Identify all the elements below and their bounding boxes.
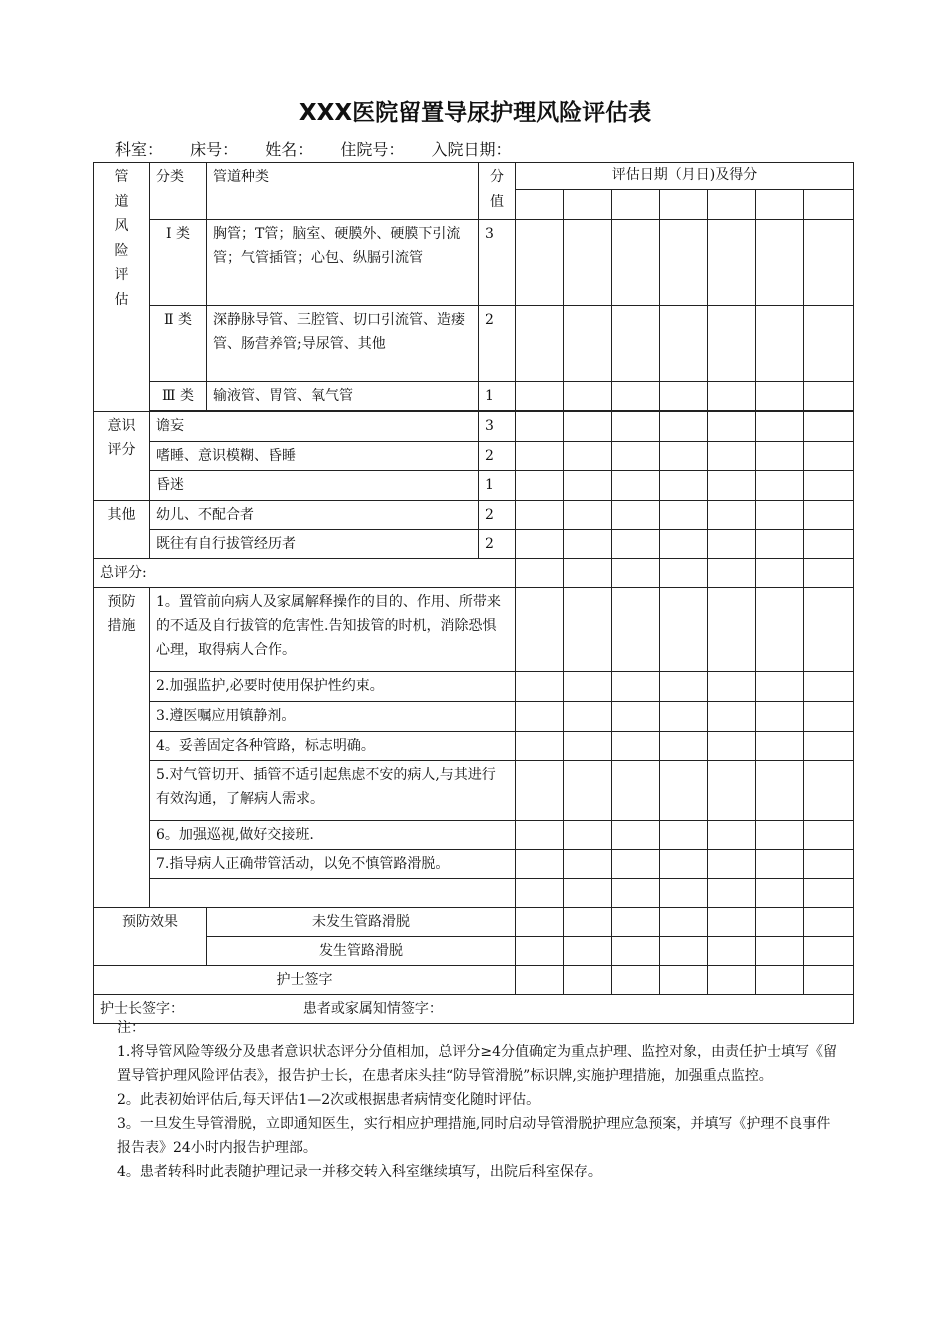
score-cell[interactable] xyxy=(564,530,612,559)
check-cell[interactable] xyxy=(612,732,660,761)
check-cell[interactable] xyxy=(516,879,564,908)
score-cell[interactable] xyxy=(612,306,660,382)
prevention-item: 3.遵医嘱应用镇静剂。 xyxy=(150,702,516,732)
check-cell[interactable] xyxy=(516,761,564,821)
bed-field[interactable]: 床号： xyxy=(190,140,239,159)
effect-cell[interactable] xyxy=(756,937,804,966)
note-item: 2。此表初始评估后,每天评估1—2次或根据患者病情变化随时评估。 xyxy=(117,1092,541,1108)
note-item: 4。患者转科时此表随护理记录一并移交转入科室继续填写，出院后科室保存。 xyxy=(117,1164,602,1180)
total-cell[interactable] xyxy=(660,559,708,588)
check-cell[interactable] xyxy=(564,821,612,850)
signature-cell[interactable] xyxy=(564,966,612,995)
check-cell[interactable] xyxy=(612,702,660,732)
signature-cell[interactable] xyxy=(612,966,660,995)
score-cell[interactable] xyxy=(756,306,804,382)
check-cell[interactable] xyxy=(804,702,854,732)
note-item: 1.将导管风险等级分及患者意识状态评分分值相加，总评分≥4分值确定为重点护理、监控对象，由责任护士填写《留置导管护理风险评估表》，报告护士长，在患者床头挂“防导管滑脱”标识牌,实施护理措施，加强重点监控。 xyxy=(117,1044,837,1084)
prevention-item: 6。加强巡视,做好交接班. xyxy=(150,821,516,850)
effect-cell[interactable] xyxy=(708,908,756,937)
signature-cell[interactable] xyxy=(516,966,564,995)
total-cell[interactable] xyxy=(564,559,612,588)
other-score: 2 xyxy=(479,501,516,530)
eval-date-cell[interactable] xyxy=(564,190,612,220)
effect-cell[interactable] xyxy=(516,908,564,937)
check-cell[interactable] xyxy=(756,702,804,732)
check-cell[interactable] xyxy=(516,588,564,672)
effect-option: 未发生管路滑脱 xyxy=(207,908,516,937)
eval-date-cell[interactable] xyxy=(708,190,756,220)
score-cell[interactable] xyxy=(756,501,804,530)
score-cell[interactable] xyxy=(804,412,854,442)
patient-info-line xyxy=(115,137,533,160)
consciousness-label: 嗜睡、意识模糊、昏睡 xyxy=(150,442,479,471)
admit-date-field[interactable]: 入院日期： xyxy=(431,140,512,159)
check-cell[interactable] xyxy=(708,821,756,850)
check-cell[interactable] xyxy=(564,588,612,672)
assessment-table xyxy=(93,162,854,1024)
check-cell[interactable] xyxy=(756,850,804,879)
check-cell[interactable] xyxy=(756,761,804,821)
score-cell[interactable] xyxy=(708,442,756,471)
score-cell[interactable] xyxy=(756,530,804,559)
family-signature-field[interactable]: 患者或家属知情签字： xyxy=(302,1001,443,1017)
section-prevention: 预防措施 xyxy=(94,588,150,908)
score-cell[interactable] xyxy=(804,471,854,501)
check-cell[interactable] xyxy=(564,761,612,821)
check-cell[interactable] xyxy=(660,702,708,732)
section-other: 其他 xyxy=(94,501,150,559)
score-cell[interactable] xyxy=(708,220,756,306)
score-cell[interactable] xyxy=(612,382,660,411)
score-cell[interactable] xyxy=(612,442,660,471)
form-title: XXX医院留置导尿护理风险评估表 xyxy=(298,100,652,126)
check-cell[interactable] xyxy=(804,732,854,761)
check-cell[interactable] xyxy=(804,879,854,908)
other-score: 2 xyxy=(479,530,516,559)
score-cell[interactable] xyxy=(516,306,564,382)
score-cell[interactable] xyxy=(660,530,708,559)
effect-cell[interactable] xyxy=(804,937,854,966)
score-cell[interactable] xyxy=(612,412,660,442)
check-cell[interactable] xyxy=(804,672,854,702)
effect-cell[interactable] xyxy=(564,937,612,966)
note-item: 3。一旦发生导管滑脱，立即通知医生，实行相应护理措施,同时启动导管滑脱护理应急预案，并填写《护理不良事件报告表》24小时内报告护理部。 xyxy=(117,1116,831,1156)
score-cell[interactable] xyxy=(756,442,804,471)
score-cell[interactable] xyxy=(612,471,660,501)
check-cell[interactable] xyxy=(612,761,660,821)
notes-section xyxy=(117,1016,837,1184)
col-eval-header: 评估日期（月日)及得分 xyxy=(516,163,854,190)
score-cell[interactable] xyxy=(612,501,660,530)
dept-field[interactable]: 科室： xyxy=(115,140,164,159)
effect-cell[interactable] xyxy=(612,908,660,937)
section-tube-risk: 管道风险评估 xyxy=(94,163,150,412)
score-cell[interactable] xyxy=(564,442,612,471)
eval-date-cell[interactable] xyxy=(804,190,854,220)
total-cell[interactable] xyxy=(804,559,854,588)
score-cell[interactable] xyxy=(708,471,756,501)
check-cell[interactable] xyxy=(708,732,756,761)
check-cell[interactable] xyxy=(708,761,756,821)
check-cell[interactable] xyxy=(660,879,708,908)
check-cell[interactable] xyxy=(612,588,660,672)
eval-date-cell[interactable] xyxy=(612,190,660,220)
score-cell[interactable] xyxy=(756,471,804,501)
check-cell[interactable] xyxy=(804,761,854,821)
score-cell[interactable] xyxy=(708,306,756,382)
effect-cell[interactable] xyxy=(804,908,854,937)
score-cell[interactable] xyxy=(564,306,612,382)
total-cell[interactable] xyxy=(708,559,756,588)
effect-cell[interactable] xyxy=(708,937,756,966)
signature-cell[interactable] xyxy=(660,966,708,995)
hospital-no-field[interactable]: 住院号： xyxy=(340,140,405,159)
check-cell[interactable] xyxy=(804,588,854,672)
score-cell[interactable] xyxy=(612,530,660,559)
score-cell[interactable] xyxy=(516,220,564,306)
check-cell[interactable] xyxy=(564,879,612,908)
tube-types: 胸管；T管；脑室、硬膜外、硬膜下引流管；气管插管；心包、纵膈引流管 xyxy=(207,220,479,306)
check-cell[interactable] xyxy=(612,821,660,850)
score-cell[interactable] xyxy=(660,306,708,382)
score-cell[interactable] xyxy=(804,442,854,471)
total-cell[interactable] xyxy=(516,559,564,588)
effect-option: 发生管路滑脱 xyxy=(207,937,516,966)
check-cell[interactable] xyxy=(564,850,612,879)
check-cell[interactable] xyxy=(756,732,804,761)
score-cell[interactable] xyxy=(516,530,564,559)
name-field[interactable]: 姓名： xyxy=(265,140,314,159)
effect-cell[interactable] xyxy=(660,937,708,966)
check-cell[interactable] xyxy=(708,672,756,702)
check-cell[interactable] xyxy=(708,879,756,908)
check-cell[interactable] xyxy=(804,850,854,879)
consciousness-label: 谵妄 xyxy=(150,412,479,442)
head-nurse-signature-field[interactable]: 护士长签字： xyxy=(100,1001,184,1017)
tube-category: Ⅱ 类 xyxy=(150,306,207,382)
score-cell[interactable] xyxy=(708,382,756,411)
check-cell[interactable] xyxy=(660,588,708,672)
check-cell[interactable] xyxy=(516,850,564,879)
check-cell[interactable] xyxy=(516,702,564,732)
check-cell[interactable] xyxy=(804,821,854,850)
other-label: 幼儿、不配合者 xyxy=(150,501,479,530)
score-cell[interactable] xyxy=(660,412,708,442)
effect-cell[interactable] xyxy=(756,908,804,937)
score-cell[interactable] xyxy=(804,501,854,530)
check-cell[interactable] xyxy=(708,588,756,672)
score-cell[interactable] xyxy=(756,382,804,411)
eval-date-cell[interactable] xyxy=(660,190,708,220)
tube-category: Ⅲ 类 xyxy=(150,382,207,411)
section-consciousness: 意识评分 xyxy=(94,412,150,501)
score-cell[interactable] xyxy=(516,412,564,442)
check-cell[interactable] xyxy=(516,732,564,761)
check-cell[interactable] xyxy=(660,732,708,761)
prevention-item: 2.加强监护,必要时使用保护性约束。 xyxy=(150,672,516,702)
score-cell[interactable] xyxy=(804,306,854,382)
score-cell[interactable] xyxy=(516,442,564,471)
check-cell[interactable] xyxy=(612,672,660,702)
check-cell[interactable] xyxy=(756,588,804,672)
score-cell[interactable] xyxy=(564,382,612,411)
consciousness-score: 1 xyxy=(479,471,516,501)
score-cell[interactable] xyxy=(612,220,660,306)
eval-date-cell[interactable] xyxy=(516,190,564,220)
tube-score: 1 xyxy=(479,382,516,411)
consciousness-label: 昏迷 xyxy=(150,471,479,501)
score-cell[interactable] xyxy=(708,412,756,442)
tube-score: 2 xyxy=(479,306,516,382)
score-cell[interactable] xyxy=(804,530,854,559)
score-cell[interactable] xyxy=(564,471,612,501)
score-cell[interactable] xyxy=(564,412,612,442)
score-cell[interactable] xyxy=(564,220,612,306)
check-cell[interactable] xyxy=(564,702,612,732)
score-cell[interactable] xyxy=(660,471,708,501)
col-score-header: 分值 xyxy=(479,163,516,220)
score-cell[interactable] xyxy=(516,471,564,501)
signature-cell[interactable] xyxy=(756,966,804,995)
check-cell[interactable] xyxy=(756,879,804,908)
check-cell[interactable] xyxy=(660,761,708,821)
score-cell[interactable] xyxy=(804,382,854,411)
consciousness-score: 2 xyxy=(479,442,516,471)
score-cell[interactable] xyxy=(516,382,564,411)
prevention-item: 1。置管前向病人及家属解释操作的目的、作用、所带来的不适及自行拔管的危害性.告知拔管的时机，消除恐惧心理，取得病人合作。 xyxy=(150,588,516,672)
total-cell[interactable] xyxy=(756,559,804,588)
prevention-item[interactable] xyxy=(150,879,516,908)
check-cell[interactable] xyxy=(564,732,612,761)
score-cell[interactable] xyxy=(516,501,564,530)
prevention-item: 7.指导病人正确带管活动，以免不慎管路滑脱。 xyxy=(150,850,516,879)
check-cell[interactable] xyxy=(708,850,756,879)
score-cell[interactable] xyxy=(708,501,756,530)
score-cell[interactable] xyxy=(756,220,804,306)
effect-cell[interactable] xyxy=(564,908,612,937)
check-cell[interactable] xyxy=(660,821,708,850)
total-score-label: 总评分: xyxy=(94,559,516,588)
col-tube-type-header: 管道种类 xyxy=(207,163,479,220)
total-cell[interactable] xyxy=(612,559,660,588)
score-cell[interactable] xyxy=(660,382,708,411)
check-cell[interactable] xyxy=(516,821,564,850)
signature-cell[interactable] xyxy=(804,966,854,995)
score-cell[interactable] xyxy=(708,530,756,559)
score-cell[interactable] xyxy=(564,501,612,530)
effect-cell[interactable] xyxy=(660,908,708,937)
check-cell[interactable] xyxy=(756,821,804,850)
check-cell[interactable] xyxy=(660,672,708,702)
nurse-signature-label: 护士签字 xyxy=(94,966,516,995)
check-cell[interactable] xyxy=(516,672,564,702)
eval-date-cell[interactable] xyxy=(756,190,804,220)
effect-cell[interactable] xyxy=(516,937,564,966)
col-category-header: 分类 xyxy=(150,163,207,220)
check-cell[interactable] xyxy=(660,850,708,879)
other-label: 既往有自行拔管经历者 xyxy=(150,530,479,559)
score-cell[interactable] xyxy=(756,412,804,442)
check-cell[interactable] xyxy=(612,850,660,879)
check-cell[interactable] xyxy=(708,702,756,732)
tube-category: Ⅰ 类 xyxy=(150,220,207,306)
prevention-item: 5.对气管切开、插管不适引起焦虑不安的病人,与其进行有效沟通，了解病人需求。 xyxy=(150,761,516,821)
tube-types: 深静脉导管、三腔管、切口引流管、造瘘管、肠营养管;导尿管、其他 xyxy=(207,306,479,382)
notes-title: 注： xyxy=(117,1020,145,1036)
tube-types: 输液管、胃管、氧气管 xyxy=(207,382,479,411)
prevention-effect-label: 预防效果 xyxy=(94,908,207,966)
check-cell[interactable] xyxy=(612,879,660,908)
tube-score: 3 xyxy=(479,220,516,306)
effect-cell[interactable] xyxy=(612,937,660,966)
score-cell[interactable] xyxy=(804,220,854,306)
consciousness-score: 3 xyxy=(479,412,516,442)
signature-cell[interactable] xyxy=(708,966,756,995)
check-cell[interactable] xyxy=(756,672,804,702)
check-cell[interactable] xyxy=(564,672,612,702)
score-cell[interactable] xyxy=(660,442,708,471)
score-cell[interactable] xyxy=(660,220,708,306)
score-cell[interactable] xyxy=(660,501,708,530)
prevention-item: 4。妥善固定各种管路，标志明确。 xyxy=(150,732,516,761)
